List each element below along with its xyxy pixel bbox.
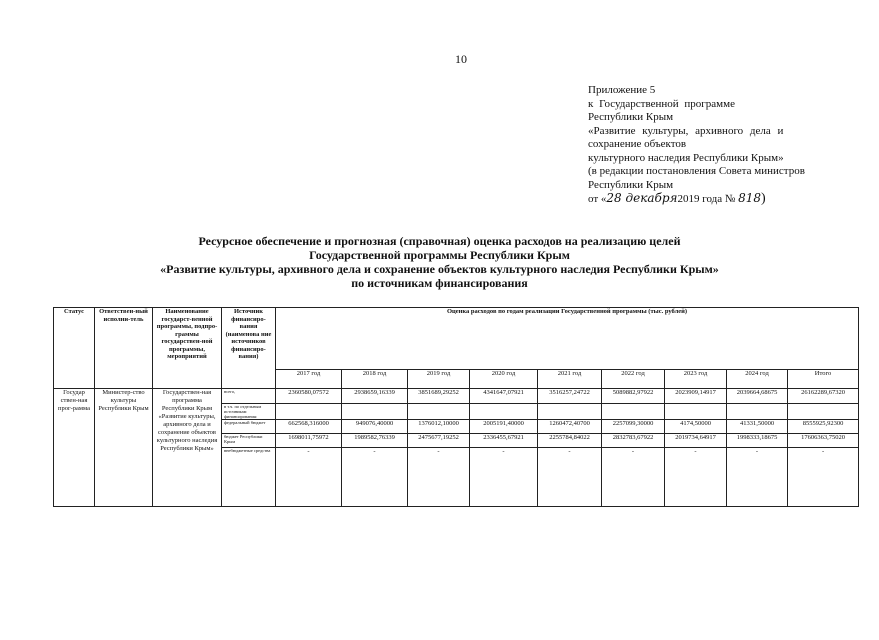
value-cell: [538, 404, 602, 420]
value-cell: -: [342, 448, 408, 507]
value-cell: 2832783,67922: [602, 434, 665, 448]
year-header: 2017 год: [276, 369, 342, 388]
value-cell: 949076,40000: [342, 420, 408, 434]
value-cell: 2938659,16339: [342, 389, 408, 404]
heading-line: по источникам финансирования: [351, 276, 528, 290]
value-cell: -: [538, 448, 602, 507]
annex-line: Республики Крым: [588, 111, 674, 123]
annex-block: [588, 84, 848, 207]
value-cell: 2039664,68675: [727, 389, 788, 404]
annex-line: «Развитие культуры, архивного дела и: [588, 124, 784, 137]
value-cell: 8555925,92300: [788, 420, 859, 434]
value-cell: [470, 404, 538, 420]
heading-line: Государственной программы Республики Крым: [309, 248, 570, 262]
program-name-cell: Государствен-ная программа Республики Крым «Развитие культуры, архивного дела и сохранение объектов культурного наследия Республики Крым»: [153, 389, 222, 507]
page-number: 10: [455, 52, 467, 66]
source-cell: в т.ч. по отдельным источникам финансирования:: [222, 404, 276, 420]
value-cell: -: [665, 448, 727, 507]
value-cell: 41331,50000: [727, 420, 788, 434]
heading-line: Ресурсное обеспечение и прогнозная (справочная) оценка расходов на реализацию целей: [198, 234, 681, 248]
value-cell: -: [602, 448, 665, 507]
header-status: Статус: [54, 308, 95, 389]
value-cell: 2336455,67921: [470, 434, 538, 448]
value-cell: 1376012,10000: [408, 420, 470, 434]
value-cell: 26162289,67320: [788, 389, 859, 404]
status-cell: Государ ствен-ная прог-рамма: [54, 389, 95, 507]
annex-date-line: [588, 192, 848, 207]
source-cell: бюджет Республики Крым: [222, 434, 276, 448]
year-header: 2022 год: [602, 369, 665, 388]
year-header: 2021 год: [538, 369, 602, 388]
header-executor: Ответствен-ный исполни-тель: [95, 308, 153, 389]
annex-line: к Государственной программе: [588, 97, 735, 110]
value-cell: [602, 404, 665, 420]
source-cell: всего,: [222, 389, 276, 404]
header-row: [54, 308, 859, 370]
value-cell: [788, 404, 859, 420]
year-header: 2024 год: [727, 369, 788, 388]
annex-line: культурного наследия Республики Крым»: [588, 151, 784, 164]
value-cell: 4341647,07921: [470, 389, 538, 404]
value-cell: 2475677,19252: [408, 434, 470, 448]
value-cell: [342, 404, 408, 420]
value-cell: -: [276, 448, 342, 507]
header-funding-source: Источник финансиро-вания (наименова ние источников финансиро-вания): [222, 308, 276, 389]
value-cell: 2005191,40000: [470, 420, 538, 434]
value-cell: 1698011,75972: [276, 434, 342, 448]
value-cell: [276, 404, 342, 420]
value-cell: 2023909,14917: [665, 389, 727, 404]
value-cell: -: [408, 448, 470, 507]
year-header: 2023 год: [665, 369, 727, 388]
total-header: Итого: [788, 369, 859, 388]
closing-bracket-mark: ): [761, 191, 766, 206]
value-cell: [727, 404, 788, 420]
annex-line: Республики Крым: [588, 178, 674, 191]
header-program-name: Наименование государст-венной программы, подпро-граммы государствен-ной программы, мероприятий: [153, 308, 222, 389]
value-cell: 1260472,40700: [538, 420, 602, 434]
heading-line: «Развитие культуры, архивного дела и сохранение объектов культурного наследия Республики Крым»: [160, 262, 719, 276]
value-cell: [665, 404, 727, 420]
annex-line: (в редакции постановления Совета министров: [588, 165, 805, 177]
value-cell: -: [470, 448, 538, 507]
value-cell: 17606363,75020: [788, 434, 859, 448]
annex-line: сохранение объектов: [588, 138, 687, 150]
value-cell: [408, 404, 470, 420]
value-cell: 2019734,64917: [665, 434, 727, 448]
annex-line: Приложение 5: [588, 84, 656, 96]
date-prefix: от «: [588, 193, 607, 205]
year-header: 2020 год: [470, 369, 538, 388]
executor-cell: Министер-ство культуры Республики Крым: [95, 389, 153, 507]
value-cell: -: [727, 448, 788, 507]
year-header: 2019 год: [408, 369, 470, 388]
budget-table: [53, 307, 859, 507]
value-cell: 2255784,84022: [538, 434, 602, 448]
header-estimate: Оценка расходов по годам реализации Государственной программы (тыс. рублей): [276, 308, 859, 370]
value-cell: 1989582,76339: [342, 434, 408, 448]
handwritten-date: 28 декабря: [606, 191, 678, 205]
value-cell: 1998333,18675: [727, 434, 788, 448]
handwritten-number: 818: [738, 191, 762, 205]
value-cell: 3851689,29252: [408, 389, 470, 404]
document-heading: [0, 234, 879, 290]
value-cell: 662568,316000: [276, 420, 342, 434]
value-cell: 4174,50000: [665, 420, 727, 434]
value-cell: 2257099,30000: [602, 420, 665, 434]
table-row: [54, 389, 859, 404]
value-cell: -: [788, 448, 859, 507]
value-cell: 2360580,07572: [276, 389, 342, 404]
value-cell: 5089882,97922: [602, 389, 665, 404]
source-cell: федеральный бюджет: [222, 420, 276, 434]
source-cell: внебюджетные средства: [222, 448, 276, 507]
date-middle: 2019 года №: [677, 193, 736, 205]
year-header: 2018 год: [342, 369, 408, 388]
value-cell: 3516257,24722: [538, 389, 602, 404]
